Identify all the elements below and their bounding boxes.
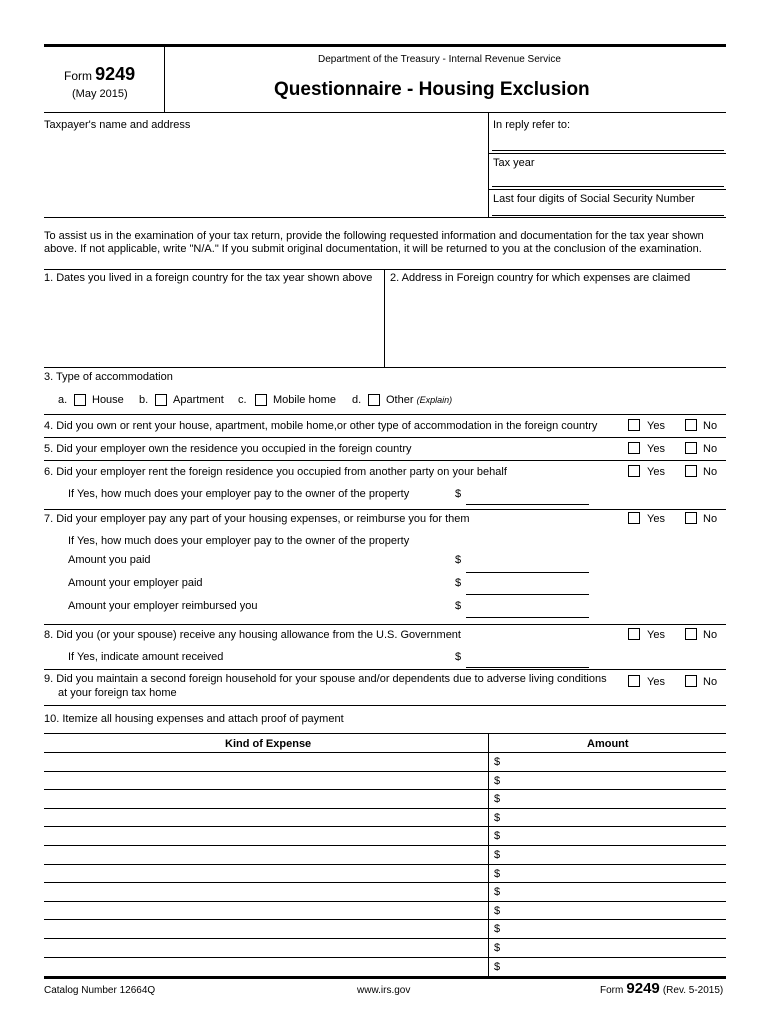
q2-address-field[interactable]: [390, 288, 726, 366]
expense-amount-field[interactable]: [506, 941, 722, 955]
expense-kind-field[interactable]: [46, 867, 484, 881]
q8-sub-text: If Yes, indicate amount received: [68, 651, 224, 663]
q8-bottom-rule: [44, 669, 726, 670]
q5-bottom-rule: [44, 460, 726, 461]
reply-rule: [488, 153, 726, 154]
table-row: [44, 789, 726, 809]
q7-paid-dollar: $: [455, 554, 462, 566]
q7-reimbursed-field[interactable]: [466, 603, 589, 618]
table-row: [44, 808, 726, 828]
q4-text: 4. Did you own or rent your house, apartment, mobile home,or other type of accommodation in the foreign country: [44, 420, 598, 432]
tax-year-field[interactable]: [492, 172, 724, 187]
q10-text: 10. Itemize all housing expenses and attach proof of payment: [44, 713, 344, 725]
expense-dollar: $: [494, 849, 501, 861]
expense-amount-field[interactable]: [506, 811, 722, 825]
footer-form-word: Form: [600, 985, 624, 996]
q7-bottom-rule: [44, 624, 726, 625]
q7-employer-paid-label: Amount your employer paid: [68, 577, 203, 589]
top-fields-bottom-rule: [44, 217, 726, 218]
expense-amount-field[interactable]: [506, 774, 722, 788]
q9-yes-checkbox[interactable]: [628, 675, 640, 687]
header-bottom-rule: [44, 112, 726, 113]
q8-amount-field[interactable]: [466, 653, 589, 668]
q5-yes-checkbox[interactable]: [628, 442, 640, 454]
table-row: [44, 919, 726, 939]
q9-no-label: No: [703, 676, 718, 688]
form-word: Form: [64, 69, 92, 83]
q4-yes-label: Yes: [647, 420, 665, 432]
other-text: Other: [386, 394, 414, 406]
q4-bottom-rule: [44, 437, 726, 438]
expense-kind-field[interactable]: [46, 755, 484, 769]
q9-yes-label: Yes: [647, 676, 665, 688]
taxpayer-label: Taxpayer's name and address: [44, 119, 191, 131]
q9-text-line1: 9. Did you maintain a second foreign household for your spouse and/or dependents due to adverse living conditions: [44, 673, 607, 685]
ssn-field[interactable]: [492, 203, 724, 216]
reply-label: In reply refer to:: [493, 119, 571, 131]
expense-dollar: $: [494, 923, 501, 935]
q1-label: 1. Dates you lived in a foreign country for the tax year shown above: [44, 272, 373, 284]
expense-kind-field[interactable]: [46, 922, 484, 936]
kind-of-expense-header: Kind of Expense: [225, 738, 312, 750]
expense-dollar: $: [494, 961, 501, 973]
expense-amount-field[interactable]: [506, 867, 722, 881]
header-divider: [164, 46, 165, 112]
q8-text: 8. Did you (or your spouse) receive any housing allowance from the U.S. Government: [44, 629, 461, 641]
q7-sub-text: If Yes, how much does your employer pay to the owner of the property: [68, 535, 410, 547]
expense-dollar: $: [494, 812, 501, 824]
expense-kind-field[interactable]: [46, 774, 484, 788]
apartment-checkbox[interactable]: [155, 394, 167, 406]
expense-amount-field[interactable]: [506, 960, 722, 974]
q7-yes-label: Yes: [647, 513, 665, 525]
other-label: [386, 394, 452, 406]
q3-d-letter: d.: [352, 394, 362, 406]
q8-yes-label: Yes: [647, 629, 665, 641]
table-row: [44, 864, 726, 884]
q4-yes-checkbox[interactable]: [628, 419, 640, 431]
house-checkbox[interactable]: [74, 394, 86, 406]
q7-no-checkbox[interactable]: [685, 512, 697, 524]
expense-amount-field[interactable]: [506, 904, 722, 918]
q3-b-letter: b.: [139, 394, 149, 406]
q1-dates-field[interactable]: [46, 288, 382, 366]
q7-no-label: No: [703, 513, 718, 525]
q7-reimbursed-label: Amount your employer reimbursed you: [68, 600, 258, 612]
q7-paid-label: Amount you paid: [68, 554, 151, 566]
expense-dollar: $: [494, 793, 501, 805]
q8-no-label: No: [703, 629, 718, 641]
page-title: Questionnaire - Housing Exclusion: [274, 79, 590, 100]
q9-bottom-rule: [44, 705, 726, 706]
mobile-home-checkbox[interactable]: [255, 394, 267, 406]
other-checkbox[interactable]: [368, 394, 380, 406]
q3-a-letter: a.: [58, 394, 68, 406]
ssn-label: Last four digits of Social Security Number: [493, 193, 695, 205]
q6-dollar: $: [455, 488, 462, 500]
q1-top-rule: [44, 269, 726, 270]
q6-bottom-rule: [44, 509, 726, 510]
form-date: (May 2015): [72, 88, 128, 100]
irs-website: www.irs.gov: [357, 985, 411, 996]
q7-paid-field[interactable]: [466, 558, 589, 573]
q5-no-checkbox[interactable]: [685, 442, 697, 454]
table-row: [44, 826, 726, 846]
mobile-home-label: Mobile home: [273, 394, 336, 406]
q6-yes-checkbox[interactable]: [628, 465, 640, 477]
expense-amount-field[interactable]: [506, 848, 722, 862]
q7-reimbursed-dollar: $: [455, 600, 462, 612]
table-row: [44, 882, 726, 902]
q5-no-label: No: [703, 443, 718, 455]
table-row: [44, 771, 726, 791]
footer-top-rule: [44, 976, 726, 979]
expense-dollar: $: [494, 886, 501, 898]
q3-bottom-rule: [44, 414, 726, 415]
expense-amount-field[interactable]: [506, 829, 722, 843]
catalog-number: Catalog Number 12664Q: [44, 985, 156, 996]
q7-yes-checkbox[interactable]: [628, 512, 640, 524]
q9-no-checkbox[interactable]: [685, 675, 697, 687]
table-row: [44, 938, 726, 958]
q3-c-letter: c.: [238, 394, 247, 406]
header-top-rule: [44, 44, 726, 47]
house-label: House: [92, 394, 124, 406]
q9-text-line2: at your foreign tax home: [58, 687, 177, 699]
footer-form-id: [600, 980, 723, 997]
q4-no-label: No: [703, 420, 718, 432]
q2-bottom-rule: [44, 367, 726, 368]
q7-employer-paid-field[interactable]: [466, 580, 589, 595]
q6-sub-text: If Yes, how much does your employer pay to the owner of the property: [68, 488, 410, 500]
expense-kind-field[interactable]: [46, 960, 484, 974]
expense-dollar: $: [494, 756, 501, 768]
reply-field[interactable]: [492, 136, 724, 151]
footer-rev: (Rev. 5-2015): [662, 985, 724, 996]
top-fields-divider: [488, 113, 489, 217]
tax-year-label: Tax year: [493, 157, 535, 169]
q3-label: 3. Type of accommodation: [44, 371, 173, 383]
q7-text: 7. Did your employer pay any part of your housing expenses, or reimburse you for them: [44, 513, 470, 525]
expense-dollar: $: [494, 942, 501, 954]
expense-dollar: $: [494, 905, 501, 917]
q6-text: 6. Did your employer rent the foreign residence you occupied from another party on your behalf: [44, 466, 507, 478]
table-top-rule: [44, 733, 726, 734]
q6-no-checkbox[interactable]: [685, 465, 697, 477]
amount-header: Amount: [587, 738, 629, 750]
q7-employer-paid-dollar: $: [455, 577, 462, 589]
q8-yes-checkbox[interactable]: [628, 628, 640, 640]
department: Department of the Treasury - Internal Revenue Service: [318, 54, 561, 65]
expense-kind-field[interactable]: [46, 904, 484, 918]
expense-dollar: $: [494, 868, 501, 880]
apartment-label: Apartment: [173, 394, 224, 406]
explain-note: (Explain): [416, 395, 453, 405]
table-row: [44, 752, 726, 772]
q8-no-checkbox[interactable]: [685, 628, 697, 640]
q6-no-label: No: [703, 466, 718, 478]
expense-kind-field[interactable]: [46, 792, 484, 806]
form-id: [64, 64, 135, 85]
expense-dollar: $: [494, 830, 501, 842]
table-row: [44, 901, 726, 921]
expense-kind-field[interactable]: [46, 848, 484, 862]
expense-amount-field[interactable]: [506, 885, 722, 899]
expense-amount-field[interactable]: [506, 792, 722, 806]
footer-form-number: 9249: [626, 980, 660, 997]
q6-amount-field[interactable]: [466, 490, 589, 505]
q5-text: 5. Did your employer own the residence you occupied in the foreign country: [44, 443, 412, 455]
instructions: To assist us in the examination of your tax return, provide the following requested information and documentation for the tax year shown above. If not applicable, write "N/A." If you submit original documentation, it will be returned to you at the conclusion of the examination.: [44, 230, 704, 255]
expense-amount-field[interactable]: [506, 922, 722, 936]
q5-yes-label: Yes: [647, 443, 665, 455]
table-row: [44, 845, 726, 865]
q8-dollar: $: [455, 651, 462, 663]
expense-kind-field[interactable]: [46, 941, 484, 955]
form-number: 9249: [95, 64, 136, 84]
expense-kind-field[interactable]: [46, 829, 484, 843]
q2-label: 2. Address in Foreign country for which expenses are claimed: [390, 272, 691, 284]
expense-kind-field[interactable]: [46, 811, 484, 825]
expense-kind-field[interactable]: [46, 885, 484, 899]
q6-yes-label: Yes: [647, 466, 665, 478]
tax-year-rule: [488, 189, 726, 190]
q4-no-checkbox[interactable]: [685, 419, 697, 431]
expense-amount-field[interactable]: [506, 755, 722, 769]
expense-dollar: $: [494, 775, 501, 787]
taxpayer-name-address-field[interactable]: [46, 136, 486, 224]
table-row: [44, 957, 726, 977]
q1-q2-divider: [384, 269, 385, 367]
